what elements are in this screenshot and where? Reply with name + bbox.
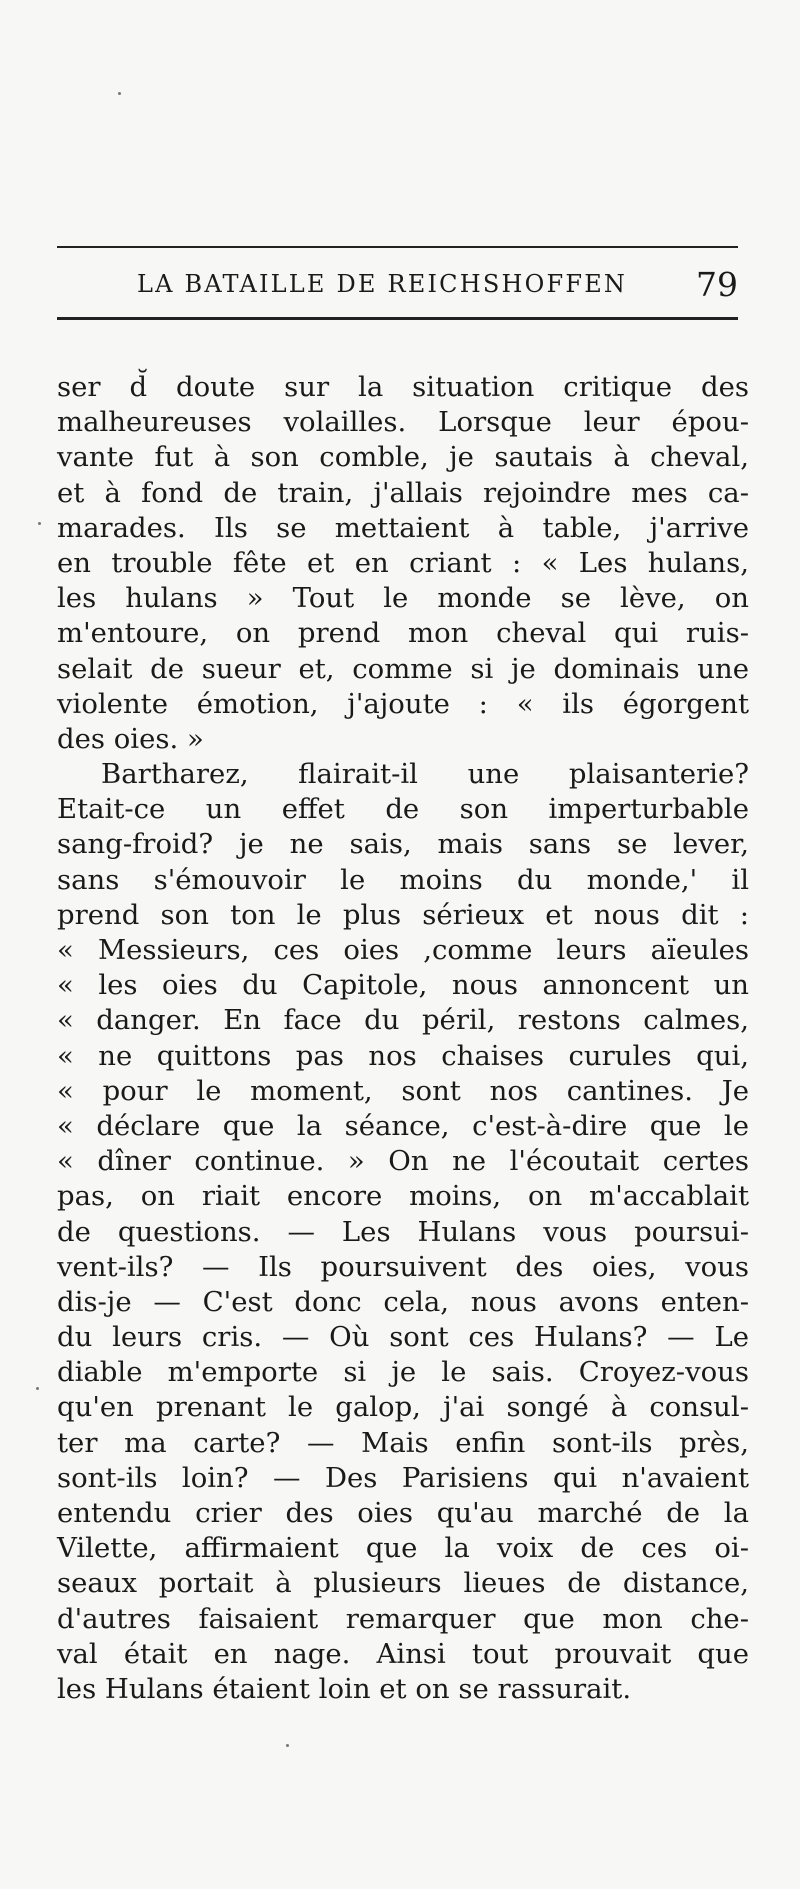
text-line: ter ma carte? — Mais enfin sont-ils près, (57, 1426, 749, 1459)
paper-speck (36, 1387, 39, 1390)
text-line: dis-je — C'est donc cela, nous avons enten- (57, 1285, 749, 1318)
text-line: seaux portait à plusieurs lieues de distance, (57, 1567, 749, 1600)
text-line: vante fut à son comble, je sautais à cheval, (57, 441, 749, 474)
running-title: LA BATAILLE DE REICHSHOFFEN (137, 270, 628, 298)
paper-speck (38, 522, 41, 525)
text-line: sans s'émouvoir le moins du monde,' il (57, 863, 749, 896)
text-line: val était en nage. Ainsi tout prouvait que (57, 1637, 749, 1670)
text-line: les hulans » Tout le monde se lève, on (57, 582, 749, 615)
text-line: d'autres faisaient remarquer que mon che- (57, 1602, 749, 1635)
text-line: en trouble fête et en criant : « Les hulans, (57, 546, 749, 579)
text-line: « déclare que la séance, c'est-à-dire que le (57, 1109, 749, 1142)
text-line: violente émotion, j'ajoute : « ils égorgent (57, 687, 749, 720)
body-text (57, 370, 749, 1707)
text-line: entendu crier des oies qu'au marché de la (57, 1497, 749, 1529)
text-line: prend son ton le plus sérieux et nous dit : (57, 898, 749, 931)
text-line: m'entoure, on prend mon cheval qui ruis- (57, 617, 749, 650)
text-line: Etait-ce un effet de son imperturbable (57, 793, 749, 826)
text-line: Vilette, affirmaient que la voix de ces oi- (57, 1532, 749, 1565)
header-bottom-rule (57, 317, 738, 320)
paper-speck (286, 1744, 289, 1747)
text-line: « danger. En face du péril, restons calmes, (57, 1004, 749, 1037)
page-number: 79 (696, 264, 738, 304)
paper-speck (118, 92, 121, 95)
text-line: « pour le moment, sont nos cantines. Je (57, 1074, 749, 1107)
text-line: sang-froid? je ne sais, mais sans se lever, (57, 828, 749, 861)
text-line: qu'en prenant le galop, j'ai songé à consul- (57, 1391, 749, 1424)
text-line: diable m'emporte si je le sais. Croyez-vous (57, 1356, 749, 1389)
running-header (57, 262, 738, 306)
text-line: « Messieurs, ces oies ,comme leurs aïeules (57, 934, 749, 966)
text-line: « ne quittons pas nos chaises curules qui, (57, 1039, 749, 1072)
text-line: et à fond de train, j'allais rejoindre mes ca- (57, 476, 749, 509)
text-line: marades. Ils se mettaient à table, j'arrive (57, 511, 749, 544)
text-line: sont-ils loin? — Des Parisiens qui n'avaient (57, 1461, 749, 1494)
text-line: vent-ils? — Ils poursuivent des oies, vous (57, 1250, 749, 1283)
text-line: des oies. » (57, 722, 204, 755)
text-line: pas, on riait encore moins, on m'accablait (57, 1180, 749, 1213)
text-line: « dîner continue. » On ne l'écoutait certes (57, 1145, 749, 1178)
text-line: malheureuses volailles. Lorsque leur épou- (57, 406, 749, 439)
header-top-rule (57, 246, 738, 248)
paragraph-first-line: Bartharez, flairait-il une plaisanterie? (101, 758, 749, 791)
text-line: ser d̆ doute sur la situation critique des (57, 371, 749, 403)
text-line: les Hulans étaient loin et on se rassurait. (57, 1672, 632, 1705)
text-line: du leurs cris. — Où sont ces Hulans? — Le (57, 1321, 749, 1354)
text-line: de questions. — Les Hulans vous poursui- (57, 1215, 749, 1248)
text-line: selait de sueur et, comme si je dominais une (57, 652, 749, 685)
text-line: « les oies du Capitole, nous annoncent un (57, 969, 749, 1002)
